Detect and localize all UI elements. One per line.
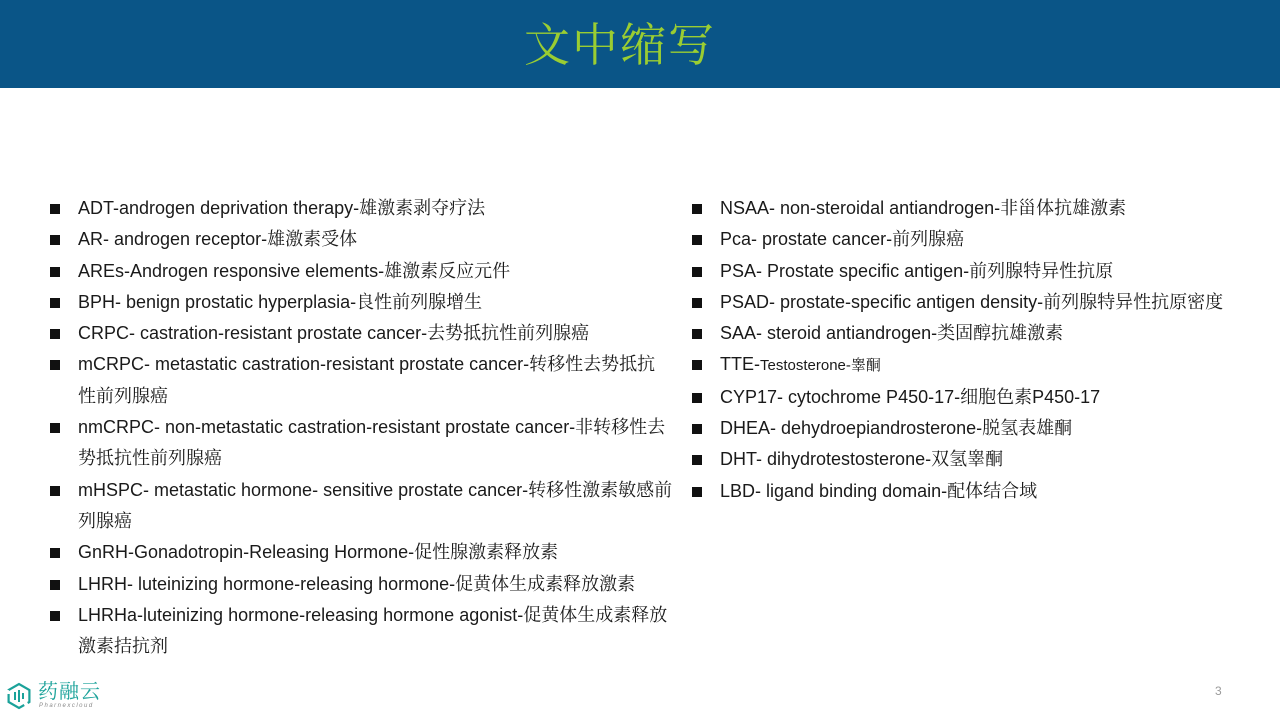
abbreviation-list-right (690, 193, 1260, 507)
list-item-text: LHRHa-luteinizing hormone-releasing hormone agonist-促黄体生成素释放激素拮抗剂 (78, 604, 668, 657)
square-bullet-icon (50, 548, 60, 558)
list-item-text: mCRPC- metastatic castration-resistant prostate cancer-转移性去势抵抗性前列腺癌 (78, 354, 656, 406)
list-item (48, 537, 673, 568)
list-item (690, 318, 1260, 349)
list-item-text: mHSPC- metastatic hormone- sensitive prostate cancer-转移性激素敏感前列腺癌 (78, 479, 673, 531)
list-item-text: NSAA- non-steroidal antiandrogen-非甾体抗雄激素 (720, 198, 1127, 218)
list-item (690, 256, 1260, 287)
list-item (690, 193, 1260, 224)
list-item-text: LBD- ligand binding domain-配体结合域 (720, 480, 1038, 501)
list-item (690, 413, 1260, 444)
square-bullet-icon (50, 580, 60, 590)
list-item (48, 412, 673, 475)
page-number: 3 (1215, 684, 1222, 698)
list-item (48, 349, 673, 412)
list-item (690, 287, 1260, 318)
square-bullet-icon (692, 424, 702, 434)
square-bullet-icon (692, 487, 702, 497)
list-item-text-small: Testosterone-睾酮 (760, 357, 881, 375)
square-bullet-icon (692, 455, 702, 465)
logo-subtitle: Pharnexcloud (39, 703, 94, 709)
brand-logo (5, 680, 115, 712)
list-item-text: LHRH- luteinizing hormone-releasing hormone-促黄体生成素释放激素 (78, 573, 636, 594)
page-title: 文中缩写 (524, 19, 716, 71)
list-item-text: BPH- benign prostatic hyperplasia-良性前列腺增生 (78, 291, 483, 312)
list-item (690, 382, 1260, 413)
square-bullet-icon (692, 329, 702, 339)
list-item (48, 256, 673, 287)
square-bullet-icon (50, 423, 60, 433)
square-bullet-icon (692, 298, 702, 308)
square-bullet-icon (692, 360, 702, 370)
square-bullet-icon (692, 267, 702, 277)
square-bullet-icon (50, 329, 60, 339)
square-bullet-icon (50, 611, 60, 621)
list-item (48, 569, 673, 600)
list-item-text: Pca- prostate cancer-前列腺癌 (720, 229, 965, 250)
square-bullet-icon (50, 235, 60, 245)
list-item-text: ADT-androgen deprivation therapy-雄激素剥夺疗法 (78, 198, 486, 218)
hexagon-logo-icon (5, 682, 33, 710)
list-item (690, 444, 1260, 475)
list-item-text: nmCRPC- non-metastatic castration-resistant prostate cancer-非转移性去势抵抗性前列腺癌 (78, 417, 666, 469)
list-item (48, 193, 673, 224)
square-bullet-icon (50, 204, 60, 214)
list-item (48, 600, 673, 663)
square-bullet-icon (50, 298, 60, 308)
square-bullet-icon (692, 393, 702, 403)
list-item (690, 476, 1260, 507)
list-item (48, 287, 673, 318)
list-item-text: DHEA- dehydroepiandrosterone-脱氢表雄酮 (720, 418, 1073, 439)
list-item-text: AREs-Androgen responsive elements-雄激素反应元件 (78, 260, 511, 281)
list-item-text: CRPC- castration-resistant prostate cancer-去势抵抗性前列腺癌 (78, 323, 590, 344)
list-item-text: GnRH-Gonadotropin-Releasing Hormone-促性腺激素释放素 (78, 542, 559, 563)
list-item (48, 318, 673, 349)
list-item-text: SAA- steroid antiandrogen-类固醇抗雄激素 (720, 323, 1064, 344)
list-item (690, 224, 1260, 255)
list-item (690, 349, 1260, 381)
square-bullet-icon (50, 486, 60, 496)
square-bullet-icon (50, 267, 60, 277)
list-item-text: DHT- dihydrotestosterone-双氢睾酮 (720, 449, 1004, 470)
abbreviation-list-left (48, 193, 673, 662)
list-item-text: PSAD- prostate-specific antigen density-前列腺特异性抗原密度 (720, 291, 1224, 312)
list-item (48, 224, 673, 255)
square-bullet-icon (692, 235, 702, 245)
logo-text: 药融云 (38, 681, 101, 703)
square-bullet-icon (692, 204, 702, 214)
list-item-text: TTE- (720, 354, 760, 375)
square-bullet-icon (50, 360, 60, 370)
list-item (48, 475, 673, 538)
list-item-text: CYP17- cytochrome P450-17-细胞色素P450-17 (720, 386, 1101, 407)
list-item-text: AR- androgen receptor-雄激素受体 (78, 229, 358, 250)
list-item-text: PSA- Prostate specific antigen-前列腺特异性抗原 (720, 260, 1114, 281)
